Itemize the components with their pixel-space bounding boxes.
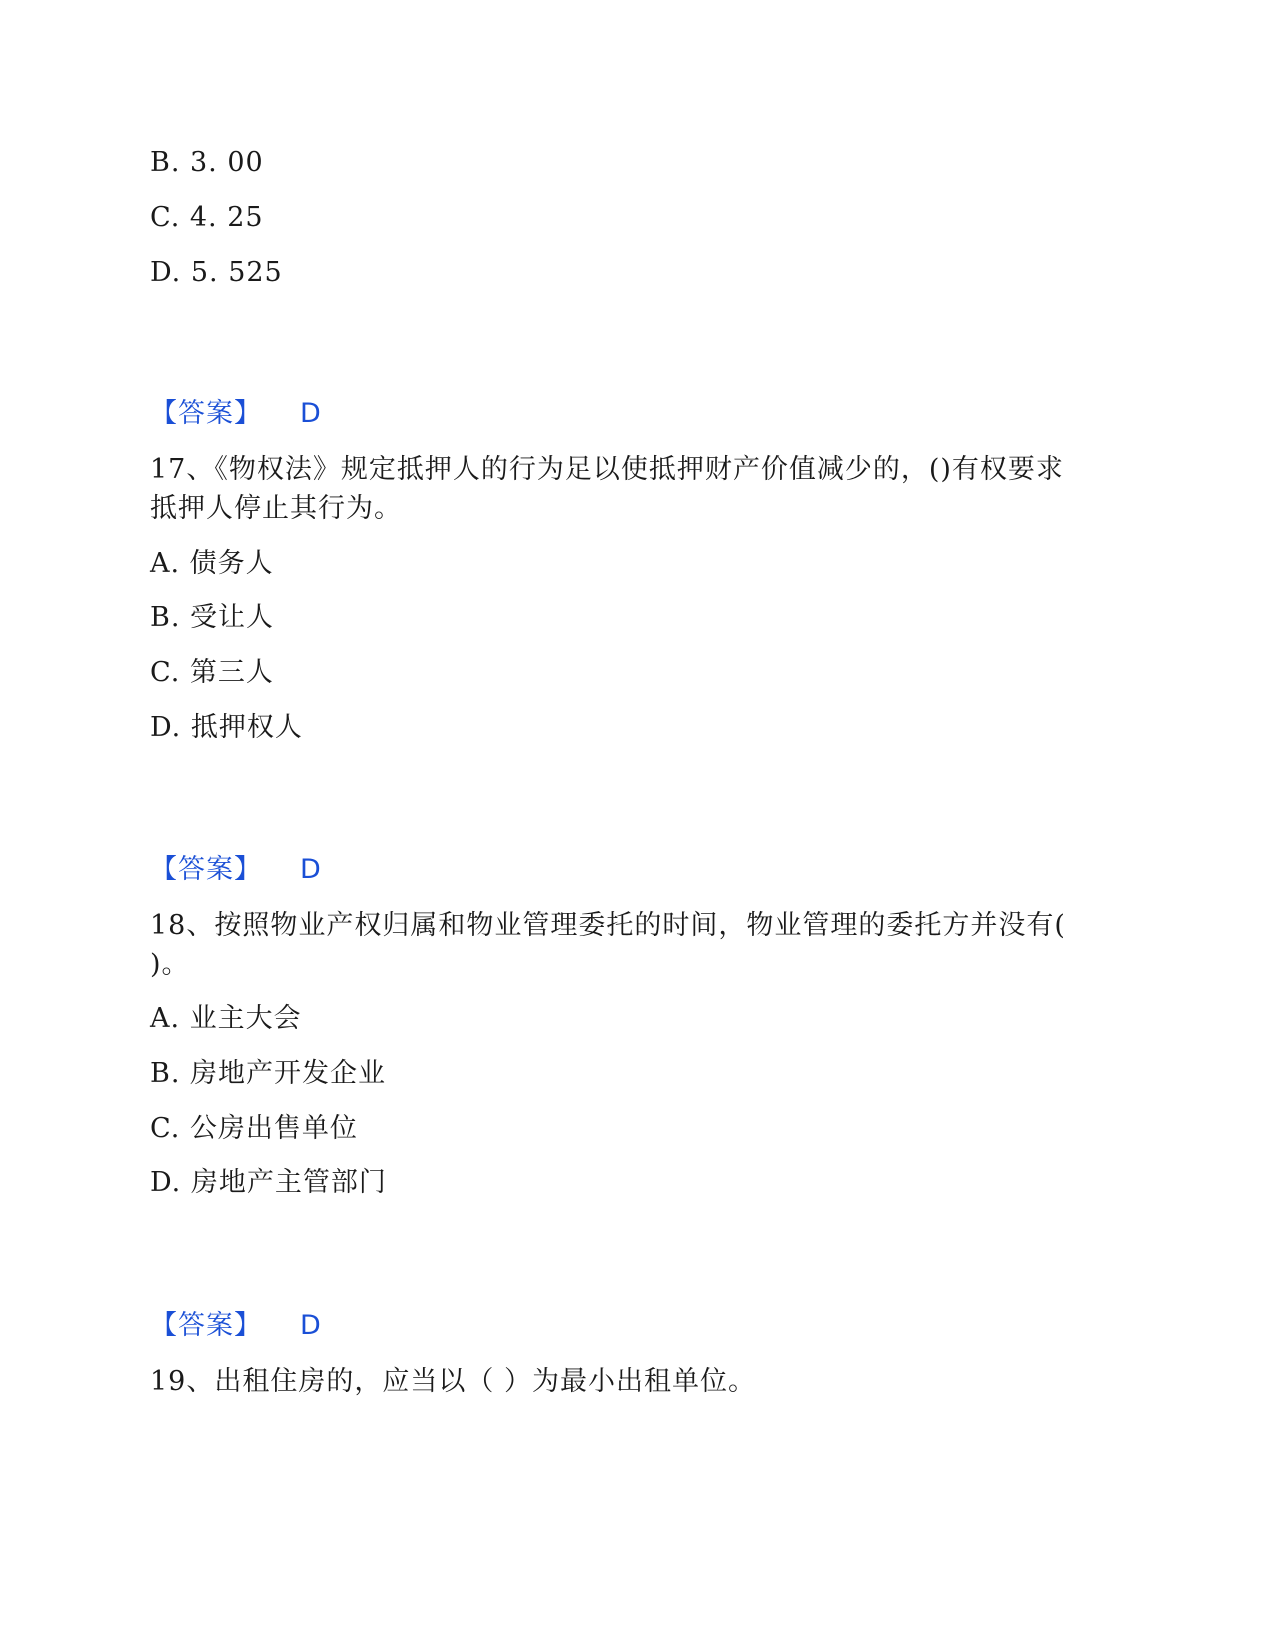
q18-stem-line1: 18、按照物业产权归属和物业管理委托的时间，物业管理的委托方并没有( — [150, 910, 1066, 941]
answer-label: 【答案】 — [150, 854, 262, 885]
q18-stem-line2: )。 — [150, 949, 190, 980]
q18-option-d: D. 房地产主管部门 — [150, 1167, 387, 1198]
answer-value: D — [300, 1310, 322, 1341]
q17-option-a: A. 债务人 — [150, 548, 274, 579]
q16-option-c: C. 4. 25 — [150, 202, 264, 233]
answer-value: D — [300, 854, 322, 885]
q18-option-c: C. 公房出售单位 — [150, 1113, 358, 1144]
q18-option-a: A. 业主大会 — [150, 1003, 302, 1034]
q17-option-c: C. 第三人 — [150, 657, 274, 688]
q17-answer — [150, 853, 322, 887]
q17-stem-line2: 抵押人停止其行为。 — [150, 493, 402, 524]
q18-answer — [150, 1309, 322, 1343]
q16-answer — [150, 397, 322, 431]
q18-option-b: B. 房地产开发企业 — [150, 1058, 387, 1089]
q17-option-d: D. 抵押权人 — [150, 712, 303, 743]
q16-option-d: D. 5. 525 — [150, 257, 283, 288]
answer-label: 【答案】 — [150, 1310, 262, 1341]
answer-value: D — [300, 398, 322, 429]
q19-stem-line1: 19、出租住房的，应当以（ ）为最小出租单位。 — [150, 1366, 756, 1397]
q17-stem-line1: 17、《物权法》规定抵押人的行为足以使抵押财产价值减少的，()有权要求 — [150, 454, 1064, 485]
q17-option-b: B. 受让人 — [150, 602, 275, 633]
q16-option-b: B. 3. 00 — [150, 147, 264, 178]
answer-label: 【答案】 — [150, 398, 262, 429]
